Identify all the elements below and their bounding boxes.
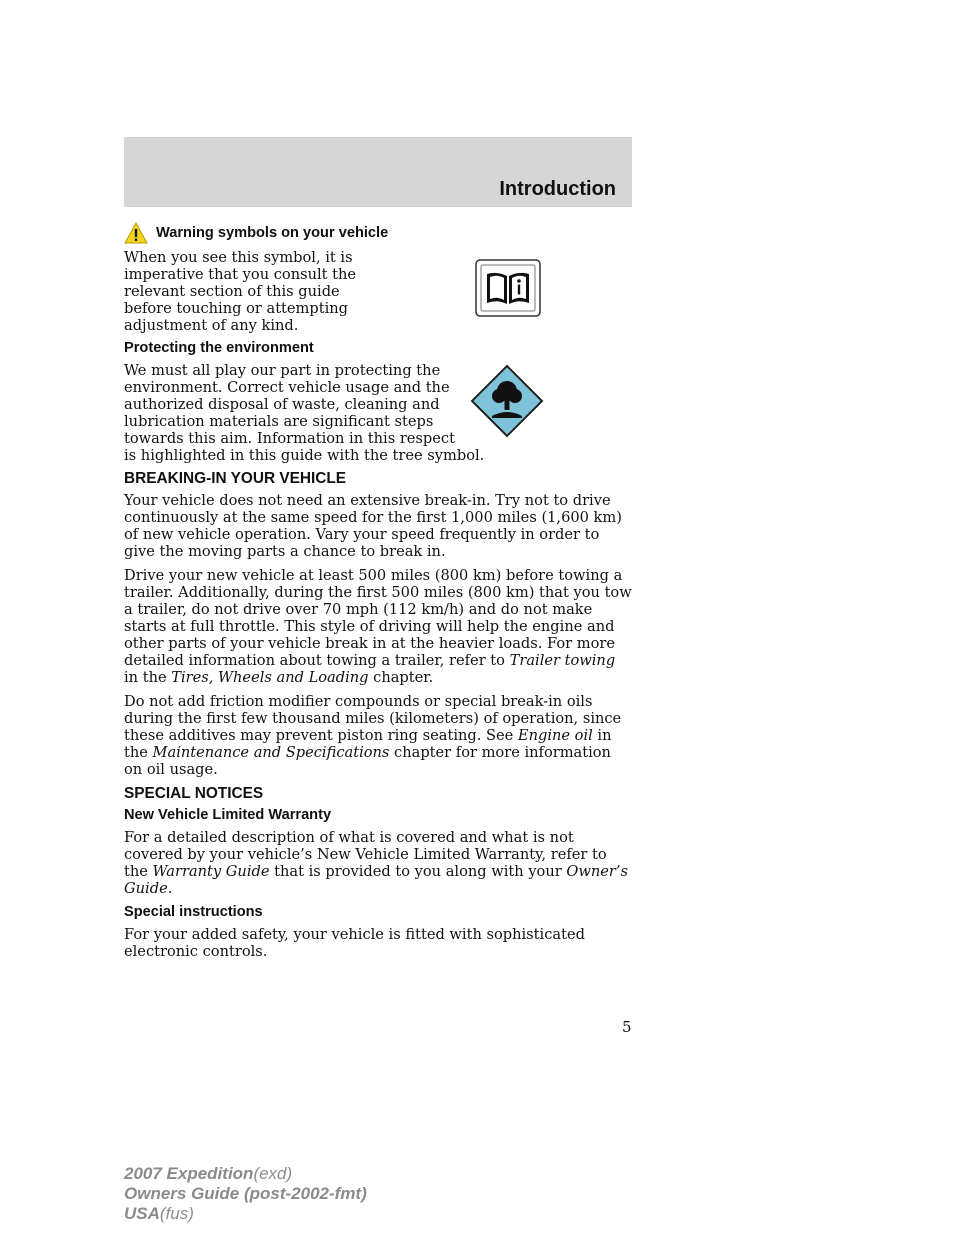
breakin-paragraph-2 [124,567,632,686]
notices-heading: SPECIAL NOTICES [124,785,264,802]
tires-chapter-ref: Tires, Wheels and Loading [171,669,369,686]
special-instructions-body: For your added safety, your vehicle is fitted with sophisticated electronic controls. [124,926,585,960]
warning-body: When you see this symbol, it is imperative that you consult the relevant section of this guide before touching or attempting adjustment of any kind. [124,249,357,334]
warranty-guide-ref: Warranty Guide [152,863,270,880]
footer-line-3 [124,1204,367,1224]
footer-guide-format: Owners Guide (post-2002-fmt) [124,1184,367,1203]
warning-heading: Warning symbols on your vehicle [156,224,389,241]
breakin-p2-text: Drive your new vehicle at least 500 miles (800 km) before towing a trailer. Additionally, during the first 500 miles (800 km) that you tow a trailer, do not drive over 70 mph (112 km/h) and do not make starts at full throttle. This style of driving will help the engine and other parts of your vehicle break in at the heavier loads. For more detailed information about towing a trailer, refer to [124,567,632,669]
breakin-p3-end: chapter for more information on oil usage. [124,744,611,778]
maintenance-chapter-ref: Maintenance and Specifications [152,744,390,761]
warranty-paragraph [124,829,632,897]
warranty-heading: New Vehicle Limited Warranty [124,807,332,823]
breakin-heading: BREAKING-IN YOUR VEHICLE [124,470,347,487]
page-section-title: Introduction [499,178,616,200]
breakin-p3-text: Do not add friction modifier compounds or special break-in oils during the first few thousand miles (kilometers) of operation, since these additives may prevent piston ring seating. See [124,693,622,744]
header-band [124,137,632,207]
footer-market-code: (fus) [159,1204,194,1223]
environment-heading: Protecting the environment [124,340,314,356]
owners-guide-ref: Owner’s Guide. [124,863,628,897]
warranty-text: For a detailed description of what is covered and what is not covered by your vehicle’s New Vehicle Limited Warranty, refer to the [124,829,607,880]
engine-oil-ref: Engine oil [517,727,593,744]
warning-heading-row [124,222,632,244]
page-content [124,222,632,967]
environment-tree-icon [470,364,544,438]
warranty-mid: that is provided to you along with your [269,863,567,880]
footer-market: USA [124,1204,160,1223]
document-footer [124,1164,367,1224]
trailer-towing-ref: Trailer towing [509,652,616,669]
breakin-p3-mid: in the [124,727,612,761]
footer-line-2 [124,1184,367,1204]
breakin-paragraph-3 [124,693,632,778]
breakin-p2-mid: in the [124,669,172,686]
footer-line-1 [124,1164,367,1184]
owner-guide-book-icon [475,259,541,317]
special-instructions-heading: Special instructions [124,904,263,920]
breakin-p2-end: chapter. [368,669,434,686]
footer-model: 2007 Expedition [124,1164,254,1183]
page-number: 5 [622,1018,632,1036]
environment-body: We must all play our part in protecting the environment. Correct vehicle usage and the authorized disposal of waste, cleaning and lubrication materials are significant steps towards this aim. Information in this respect is highlighted in this guide with the tree symbol. [124,362,485,464]
warning-triangle-icon [124,222,148,244]
breakin-paragraph-1: Your vehicle does not need an extensive break-in. Try not to drive continuously at the same speed for the first 1,000 miles (1,600 km) of new vehicle operation. Vary your speed frequently in order to give the moving parts a chance to break in. [124,492,622,560]
footer-model-code: (exd) [253,1164,293,1183]
